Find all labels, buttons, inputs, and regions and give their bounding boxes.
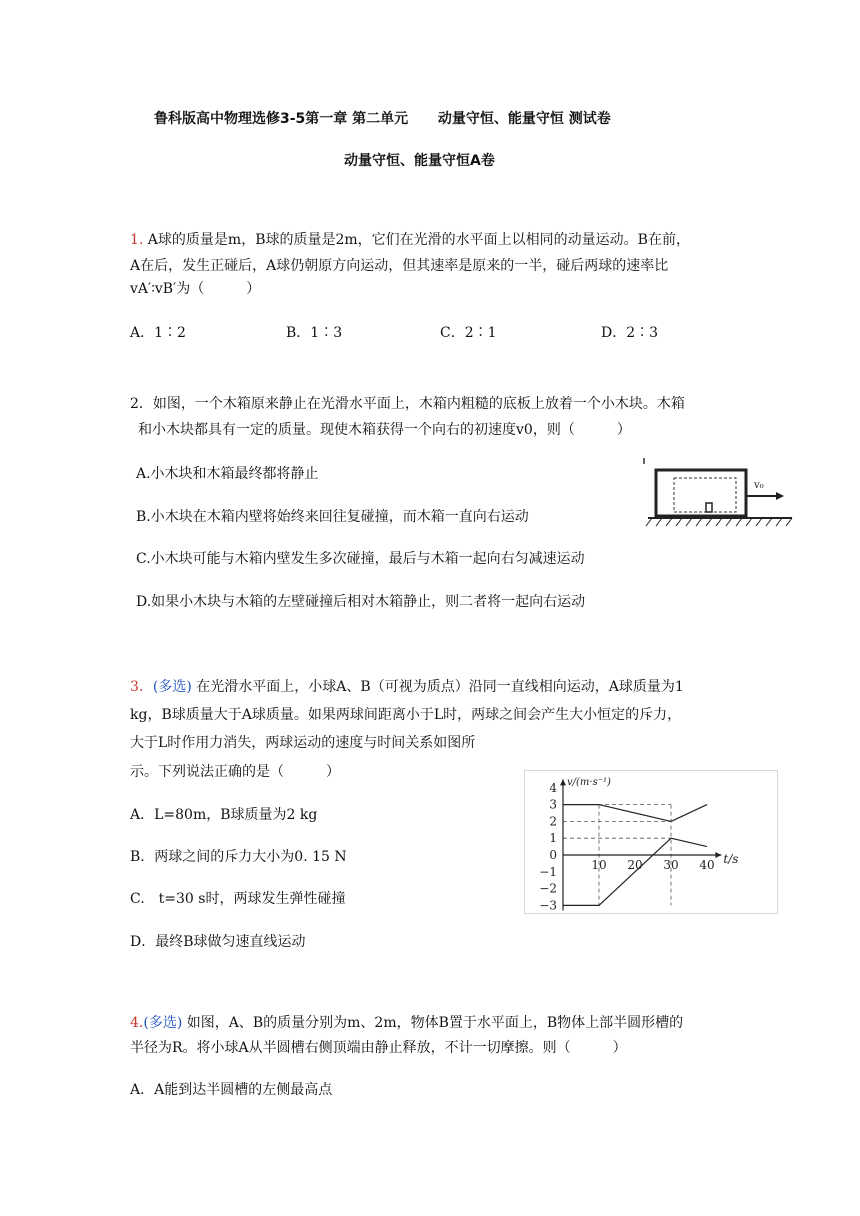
q1-option-c: C．2∶1 (440, 325, 497, 341)
chart-y-tick-label: 1 (549, 831, 557, 846)
q3-number: 3． (130, 679, 153, 695)
q1-line2: A在后，发生正碰后，A球仍朝原方向运动，但其速率是原来的一半，碰后两球的速率比 (130, 258, 669, 274)
doc-subtitle: 动量守恒、能量守恒A卷 (344, 153, 495, 169)
chart-y-tick-label: 0 (549, 848, 557, 862)
q3-line2: kg，B球质量大于A球质量。如果两球间距离小于L时，两球之间会产生大小恒定的斥力， (130, 707, 682, 723)
chart-y-tick-label: −2 (539, 881, 557, 896)
chart-y-tick-label: −3 (539, 898, 557, 913)
chart-x-axis-label: t/s (723, 852, 739, 866)
chart-x-tick-label: 40 (699, 858, 715, 872)
chart-y-axis-arrow (560, 779, 566, 785)
q1-line1 (130, 230, 690, 250)
chart-x-tick-label: 30 (663, 858, 679, 872)
chart-y-tick-label: −1 (539, 864, 557, 879)
q2-box-figure (640, 456, 800, 528)
q2-option-a: A.小木块和木箱最终都将静止 (136, 466, 319, 482)
q3-option-b: B．两球之间的斥力大小为0. 15 N (130, 849, 347, 865)
q4-line1 (130, 1013, 683, 1033)
q2-line2: 和小木块都具有一定的质量。现使木箱获得一个向右的初速度v0，则（ ） (138, 422, 631, 438)
q1-line3: vA′∶vB′为（ ） (130, 281, 261, 297)
q1-option-d: D．2∶3 (601, 325, 659, 341)
chart-series-line-2 (671, 805, 707, 822)
q4-text1: 如图，A、B的质量分别为m、2m，物体B置于水平面上，B物体上部半圆形槽的 (182, 1015, 684, 1031)
q2-v0-label: v₀ (754, 480, 764, 491)
doc-title-part2: 动量守恒、能量守恒 测试卷 (437, 111, 611, 127)
q4-multi-tag: (多选) (143, 1015, 183, 1031)
chart-series-line-4 (671, 838, 707, 846)
q2-option-b: B.小木块在木箱内壁将始终来回往复碰撞，而木箱一直向右运动 (136, 509, 529, 525)
q1-option-b: B．1∶3 (286, 325, 343, 341)
q3-line3: 大于L时作用力消失，两球运动的速度与时间关系如图所 (130, 735, 476, 751)
chart-y-tick-label: 4 (549, 780, 557, 795)
q2-option-d: D.如果小木块与木箱的左壁碰撞后相对木箱静止，则二者将一起向右运动 (136, 594, 586, 610)
q4-number: 4. (130, 1015, 144, 1031)
q3-option-d: D．最终B球做匀速直线运动 (130, 934, 306, 950)
chart-y-axis-label: v/(m·s⁻¹) (567, 777, 611, 788)
q2-option-c: C.小木块可能与木箱内壁发生多次碰撞，最后与木箱一起向右匀减速运动 (136, 551, 585, 567)
q2-line1: 2．如图，一个木箱原来静止在光滑水平面上，木箱内粗糙的底板上放着一个小木块。木箱 (130, 396, 685, 412)
q4-option-a: A．A能到达半圆槽的左侧最高点 (130, 1082, 333, 1098)
q3-line4: 示。下列说法正确的是（ ） (130, 764, 340, 780)
chart-y-tick-label: 3 (549, 797, 557, 812)
q3-multi-tag: (多选) (152, 679, 192, 695)
chart-x-axis-arrow (715, 852, 721, 858)
q1-text1: A球的质量是m，B球的质量是2m，它们在光滑的水平面上以相同的动量运动。B在前， (143, 232, 690, 248)
q3-option-a: A．L=80m，B球质量为2 kg (130, 807, 318, 823)
q1-option-a: A．1∶2 (130, 325, 186, 341)
q3-velocity-time-chart (524, 770, 778, 914)
doc-title-part1: 鲁科版高中物理选修3-5第一章 第二单元 (154, 111, 409, 127)
doc-title (154, 108, 611, 128)
chart-y-tick-label: 2 (549, 814, 557, 829)
chart-series-line-3 (563, 838, 671, 905)
q3-line1 (130, 677, 684, 697)
q1-number: 1. (130, 232, 144, 248)
chart-series-line-1 (563, 805, 671, 822)
q4-line2: 半径为R。将小球A从半圆槽右侧顶端由静止释放，不计一切摩擦。则（ ） (130, 1040, 627, 1056)
q3-option-c: C. t=30 s时，两球发生弹性碰撞 (130, 891, 346, 907)
chart-x-tick-label: 20 (627, 858, 643, 872)
q3-text1: 在光滑水平面上，小球A、B（可视为质点）沿同一直线相向运动，A球质量为1 (191, 679, 684, 695)
chart-x-tick-label: 10 (591, 858, 607, 872)
